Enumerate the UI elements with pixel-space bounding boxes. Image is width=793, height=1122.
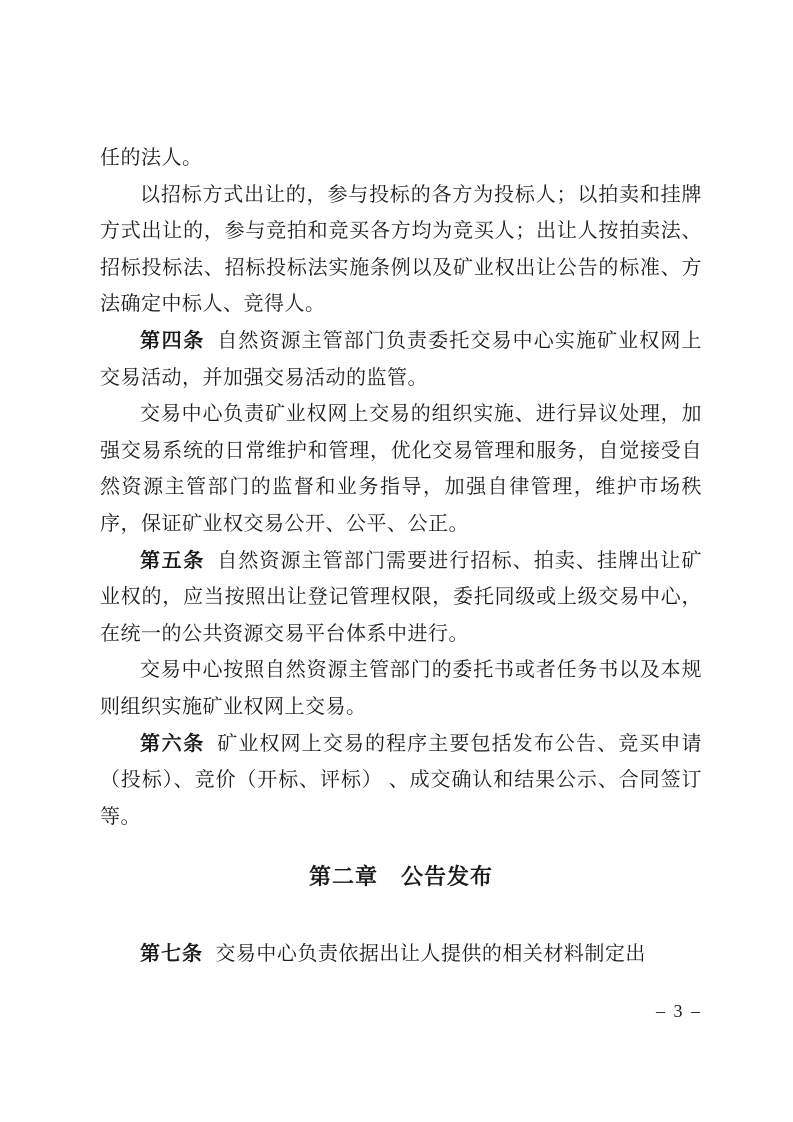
article-text: 自然资源主管部门需要进行招标、拍卖、挂牌出让矿业权的，应当按照出让登记管理权限，委托同级或上级交易中心，在统一的公共资源交易平台体系中进行。 — [100, 549, 703, 645]
body-paragraph: 交易中心按照自然资源主管部门的委托书或者任务书以及本规则组织实施矿业权网上交易。 — [100, 659, 702, 718]
article-paragraph — [100, 936, 702, 973]
article-paragraph — [100, 543, 702, 653]
chapter-heading: 第二章 公告发布 — [308, 864, 493, 890]
body-paragraph: 以招标方式出让的，参与投标的各方为投标人；以拍卖和挂牌方式出让的，参与竞拍和竞买各方均为竞买人；出让人按拍卖法、招标投标法、招标投标法实施条例以及矿业权出让公告的标准、方法确定中标人、竞得人。 — [100, 183, 702, 316]
article-paragraph — [100, 726, 702, 836]
article-text: 自然资源主管部门负责委托交易中心实施矿业权网上交易活动，并加强交易活动的监管。 — [100, 329, 703, 389]
article-number-label: 第四条 — [140, 329, 205, 352]
article-number-label: 第七条 — [140, 942, 203, 965]
article-text: 交易中心负责依据出让人提供的相关材料制定出 — [215, 942, 646, 965]
body-paragraph: 任的法人。 — [100, 147, 203, 169]
document-body — [100, 140, 702, 972]
article-number-label: 第五条 — [140, 549, 205, 572]
article-text: 矿业权网上交易的程序主要包括发布公告、竞买申请（投标）、竞价（开标、评标） 、成交确认和结果公示、合同签订等。 — [100, 732, 703, 828]
page-number: – 3 – — [656, 1001, 702, 1021]
article-paragraph — [100, 323, 702, 396]
article-number-label: 第六条 — [140, 732, 205, 755]
body-paragraph: 交易中心负责矿业权网上交易的组织实施、进行异议处理，加强交易系统的日常维护和管理，优化交易管理和服务，自觉接受自然资源主管部门的监督和业务指导，加强自律管理，维护市场秩序，保证矿业权交易公开、公平、公正。 — [100, 403, 702, 535]
